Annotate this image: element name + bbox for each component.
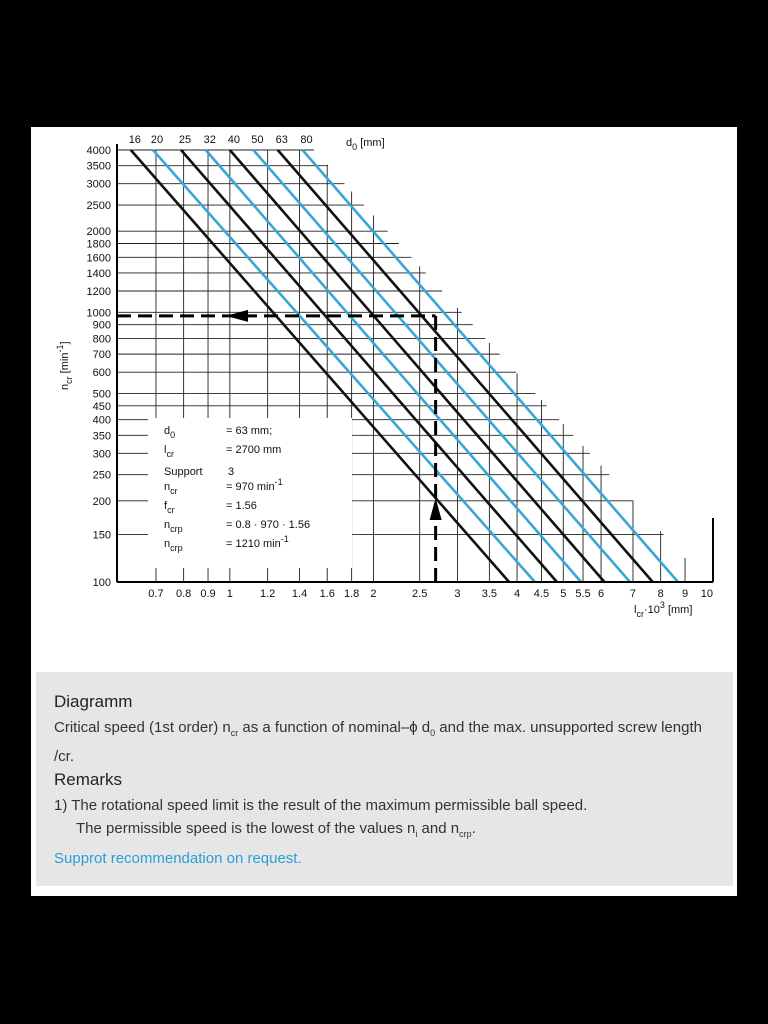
legend-value: = 2700 mm — [226, 444, 282, 456]
x-tick-label: 2.5 — [412, 588, 428, 600]
top-axis-title: $d_0$ [mm] — [346, 137, 385, 152]
x-tick-label: 7 — [629, 588, 637, 600]
support-recommendation-link[interactable]: Supprot recommendation on request. — [54, 850, 302, 867]
top-tick-label: 20 — [150, 134, 164, 146]
x-axis-title: $l_{cr}\cdot 10^3$ [mm] — [634, 600, 693, 619]
x-tick-label: 8 — [657, 588, 664, 600]
y-tick-label: 2000 — [86, 226, 111, 239]
x-tick-label: 6 — [597, 588, 605, 600]
remarks-heading: Remarks — [54, 770, 123, 789]
y-tick-label: 700 — [92, 349, 111, 362]
diagram-description: Critical speed (1st order) $n_{cr}$ as a function of nominal–ϕ $d_0$ and the max. unsupported screw length /cr. — [54, 719, 702, 765]
x-tick-label: 1 — [226, 588, 233, 600]
y-tick-label: 900 — [92, 319, 111, 332]
legend-value: = 0.8 · 970 · 1.56 — [226, 519, 311, 531]
y-tick-label: 1800 — [86, 238, 111, 251]
x-tick-label: 2 — [370, 588, 377, 600]
legend-symbol: $n_{crp}$ — [164, 519, 183, 534]
x-tick-label: 0.7 — [148, 588, 164, 600]
x-tick-label: 10 — [700, 588, 714, 600]
y-tick-label: 350 — [92, 430, 111, 443]
x-tick-label: 4 — [513, 588, 521, 600]
x-tick-label: 9 — [681, 588, 689, 600]
legend-value: = 1210 $\min^{-1}$ — [226, 534, 289, 550]
x-tick-label: 1.4 — [291, 588, 308, 600]
y-tick-label: 400 — [92, 414, 111, 427]
y-tick-label: 1600 — [86, 252, 111, 265]
legend-value: = 1.56 — [226, 500, 257, 512]
legend-symbol: $n_{crp}$ — [164, 538, 183, 553]
top-tick-label: 16 — [128, 134, 141, 146]
remark-line-2: The permissible speed is the lowest of the values $n_i$ and $n_{crp}$. — [76, 820, 476, 839]
y-tick-label: 1200 — [86, 285, 111, 298]
legend-symbol: Support — [164, 466, 203, 478]
y-tick-label: 1000 — [86, 307, 111, 320]
y-tick-label: 800 — [92, 333, 111, 346]
y-tick-label: 3000 — [86, 178, 111, 191]
y-tick-label: 2500 — [86, 200, 111, 213]
x-tick-label: 0.9 — [200, 588, 216, 600]
top-tick-label: 40 — [227, 134, 240, 146]
top-tick-label: 80 — [300, 134, 313, 146]
y-tick-label: 1400 — [86, 267, 111, 280]
top-tick-label: 63 — [275, 134, 288, 146]
x-tick-label: 3.5 — [481, 588, 498, 600]
y-tick-label: 150 — [92, 529, 111, 542]
y-tick-label: 250 — [92, 469, 111, 482]
left-arrow-icon — [226, 310, 248, 322]
x-tick-label: 5.5 — [575, 588, 591, 600]
y-tick-label: 500 — [92, 388, 111, 401]
series-line-d80 — [302, 150, 678, 582]
y-tick-label: 4000 — [86, 145, 111, 157]
diagram-heading: Diagramm — [54, 692, 133, 711]
top-tick-label: 25 — [178, 134, 192, 146]
y-tick-label: 200 — [92, 495, 111, 508]
x-tick-label: 1.2 — [259, 588, 276, 600]
legend-symbol: $d_0$ — [164, 425, 176, 440]
legend-symbol: $n_{cr}$ — [164, 481, 178, 496]
x-tick-label: 0.8 — [175, 588, 192, 600]
legend-value: = 63 mm; — [226, 425, 273, 437]
x-tick-label: 4.5 — [533, 588, 550, 600]
top-tick-label: 32 — [203, 134, 216, 146]
x-tick-label: 1.6 — [319, 588, 335, 600]
x-tick-label: 1.8 — [343, 588, 360, 600]
legend-value: = 970 $\min^{-1}$ — [226, 477, 283, 493]
x-tick-label: 3 — [454, 588, 461, 600]
y-tick-label: 100 — [92, 577, 111, 589]
y-tick-label: 3500 — [86, 160, 111, 173]
y-tick-label: 300 — [92, 448, 111, 461]
top-tick-label: 50 — [251, 134, 264, 146]
y-axis-title: $n_{cr}$ $[\min^{-1}]$ — [55, 341, 74, 390]
legend-symbol: $l_{cr}$ — [164, 444, 174, 459]
x-tick-label: 5 — [560, 588, 567, 600]
legend-value: 3 — [228, 466, 235, 478]
remark-line-1: 1) The rotational speed limit is the result of the maximum permissible ball speed. — [54, 797, 588, 814]
y-tick-label: 450 — [92, 400, 111, 413]
y-tick-label: 600 — [92, 367, 111, 380]
legend-symbol: $f_{cr}$ — [164, 500, 175, 515]
info-panel — [36, 672, 733, 886]
